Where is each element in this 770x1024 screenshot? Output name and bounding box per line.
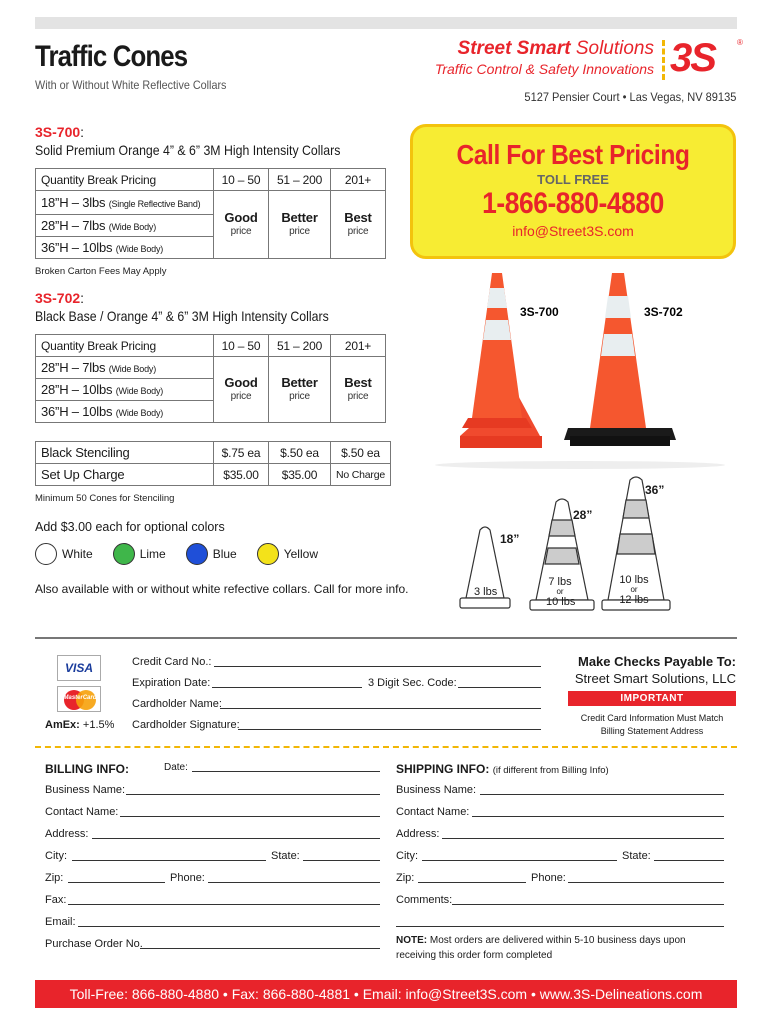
tier-good: Good price xyxy=(214,357,269,423)
section-dashed-divider xyxy=(35,746,737,748)
shipping-heading: SHIPPING INFO: (if different from Billing Info) xyxy=(396,762,609,776)
company-logo xyxy=(404,38,744,86)
tier-best: Best price xyxy=(331,357,386,423)
footer-contact-bar: Toll-Free: 866-880-4880 • Fax: 866-880-4881 • Email: info@Street3S.com • www.3S-Delineations.com xyxy=(35,980,737,1008)
important-badge: IMPORTANT xyxy=(568,691,736,706)
product-desc-700: Solid Premium Orange 4” & 6” 3M High Intensity Collars xyxy=(35,142,341,158)
stencil-minimum-note: Minimum 50 Cones for Stenciling xyxy=(35,493,175,504)
important-note-2: Billing Statement Address xyxy=(600,726,704,736)
weight-18-label: 3 lbs xyxy=(474,586,498,598)
tier-best: Best price xyxy=(331,191,386,259)
table-row: 36”H – 10lbs (Wide Body) xyxy=(36,401,214,423)
callout-title: Call For Best Pricing xyxy=(456,139,690,170)
height-36-label: 36” xyxy=(645,483,665,497)
purchase-order-field[interactable] xyxy=(140,948,380,949)
tier-better: Better price xyxy=(269,191,331,259)
setup-price: $35.00 xyxy=(214,464,269,486)
brand-name-bold: Street Smart xyxy=(457,38,571,59)
height-28-label: 28” xyxy=(573,508,593,522)
billing-email-field[interactable] xyxy=(78,926,380,927)
mastercard-icon: MasterCard xyxy=(57,686,101,712)
cone-700-label: 3S-700 xyxy=(520,305,559,319)
shipping-phone-field[interactable] xyxy=(568,882,724,883)
billing-address-field[interactable] xyxy=(92,838,380,839)
page-title: Traffic Cones xyxy=(35,40,188,73)
shipping-phone-label: Phone: xyxy=(531,872,566,884)
billing-contact-label: Contact Name: xyxy=(45,806,119,818)
billing-business-label: Business Name: xyxy=(45,784,126,796)
billing-heading: BILLING INFO: xyxy=(45,762,129,776)
registered-mark: ® xyxy=(737,38,743,47)
color-options xyxy=(35,543,338,565)
availability-note: Also available with or without white refective collars. Call for more info. xyxy=(35,582,409,596)
stencil-label: Black Stenciling xyxy=(36,442,214,464)
weight-28-label: 7 lbs or 10 lbs xyxy=(546,576,576,608)
table-header: Quantity Break Pricing xyxy=(36,335,214,357)
table-header: 201+ xyxy=(331,335,386,357)
setup-price: No Charge xyxy=(331,464,391,486)
product-code-700: 3S-700: xyxy=(35,124,85,140)
table-row: 28”H – 7lbs (Wide Body) xyxy=(36,357,214,379)
billing-contact-field[interactable] xyxy=(120,816,380,817)
tier-better: Better price xyxy=(269,357,331,423)
security-code-field[interactable] xyxy=(458,687,541,688)
page-subtitle: With or Without White Reflective Collars xyxy=(35,78,227,92)
stencil-price: $.50 ea xyxy=(331,442,391,464)
billing-address-label: Address: xyxy=(45,828,89,840)
shipping-state-field[interactable] xyxy=(654,860,724,861)
cone-702-label: 3S-702 xyxy=(644,305,683,319)
billing-city-field[interactable] xyxy=(72,860,266,861)
color-swatch-lime[interactable] xyxy=(113,543,135,565)
color-label: Blue xyxy=(212,547,237,561)
table-row: 28”H – 10lbs (Wide Body) xyxy=(36,379,214,401)
shipping-state-label: State: xyxy=(622,850,651,862)
color-swatch-white[interactable] xyxy=(35,543,57,565)
billing-state-field[interactable] xyxy=(303,860,380,861)
date-label: Date: xyxy=(164,762,188,773)
date-field[interactable] xyxy=(192,771,380,772)
shipping-contact-label: Contact Name: xyxy=(396,806,470,818)
color-label: Lime xyxy=(139,547,166,561)
checks-payable-heading: Make Checks Payable To: xyxy=(578,654,736,669)
table-row: 18”H – 3lbs (Single Reflective Band) xyxy=(36,191,214,215)
expiration-label: Expiration Date: xyxy=(132,677,211,689)
table-header: 51 – 200 xyxy=(269,335,331,357)
logo-mark: 3S xyxy=(670,36,715,80)
top-gray-bar xyxy=(35,17,737,29)
checks-payee: Street Smart Solutions, LLC xyxy=(574,671,736,686)
billing-zip-field[interactable] xyxy=(68,882,165,883)
purchase-order-label: Purchase Order No. xyxy=(45,938,143,950)
color-swatch-yellow[interactable] xyxy=(257,543,279,565)
amex-fee: AmEx: +1.5% xyxy=(45,719,115,731)
billing-zip-label: Zip: xyxy=(45,872,64,884)
shipping-city-field[interactable] xyxy=(422,860,617,861)
billing-phone-field[interactable] xyxy=(208,882,380,883)
comments-field-2[interactable] xyxy=(396,926,724,927)
card-number-label: Credit Card No.: xyxy=(132,656,212,668)
billing-state-label: State: xyxy=(271,850,300,862)
shipping-business-label: Business Name: xyxy=(396,784,477,796)
table-header: 10 – 50 xyxy=(214,335,269,357)
comments-field-1[interactable] xyxy=(452,904,724,905)
comments-label: Comments: xyxy=(396,894,453,906)
expiration-field[interactable] xyxy=(212,687,362,688)
cone-700-image xyxy=(460,273,542,448)
table-header: 201+ xyxy=(331,169,386,191)
table-row: 28”H – 7lbs (Wide Body) xyxy=(36,215,214,237)
shipping-contact-field[interactable] xyxy=(472,816,724,817)
security-code-label: 3 Digit Sec. Code: xyxy=(368,677,457,689)
brand-tagline: Traffic Control & Safety Innovations xyxy=(434,61,654,77)
card-number-field[interactable] xyxy=(214,666,541,667)
cardholder-signature-field[interactable] xyxy=(238,729,541,730)
delivery-note-2: receiving this order form completed xyxy=(396,950,553,961)
setup-price: $35.00 xyxy=(269,464,331,486)
table-row: 36”H – 10lbs (Wide Body) xyxy=(36,237,214,259)
cardholder-signature-label: Cardholder Signature: xyxy=(132,719,240,731)
table-header: 51 – 200 xyxy=(269,169,331,191)
broken-carton-note: Broken Carton Fees May Apply xyxy=(35,266,167,277)
pricing-callout xyxy=(410,124,736,259)
stencil-price: $.75 ea xyxy=(214,442,269,464)
pricing-table-700 xyxy=(35,168,386,259)
table-header: Quantity Break Pricing xyxy=(36,169,214,191)
height-18-label: 18” xyxy=(500,532,520,546)
cardholder-name-label: Cardholder Name: xyxy=(132,698,222,710)
color-label: White xyxy=(62,547,93,561)
shipping-business-field[interactable] xyxy=(480,794,724,795)
weight-36-label: 10 lbs or 12 lbs xyxy=(619,574,649,606)
billing-phone-label: Phone: xyxy=(170,872,205,884)
shipping-zip-field[interactable] xyxy=(418,882,526,883)
cone-702-image xyxy=(564,273,676,446)
stenciling-table xyxy=(35,441,391,486)
stencil-price: $.50 ea xyxy=(269,442,331,464)
product-code-702: 3S-702: xyxy=(35,290,85,306)
shipping-address-field[interactable] xyxy=(442,838,724,839)
toll-free-label: TOLL FREE xyxy=(537,172,609,187)
company-address: 5127 Pensier Court • Las Vegas, NV 89135 xyxy=(524,90,736,104)
color-label: Yellow xyxy=(283,547,318,561)
tier-good: Good price xyxy=(214,191,269,259)
visa-icon: VISA xyxy=(57,655,101,681)
color-swatch-blue[interactable] xyxy=(186,543,208,565)
important-note-1: Credit Card Information Must Match xyxy=(580,713,724,723)
logo-divider xyxy=(662,40,665,80)
cone-photos xyxy=(440,268,730,453)
setup-label: Set Up Charge xyxy=(36,464,214,486)
shipping-zip-label: Zip: xyxy=(396,872,415,884)
section-divider xyxy=(35,637,737,639)
brand-name-light: Solutions xyxy=(570,38,654,59)
delivery-note: NOTE: Most orders are delivered within 5-10 business days upon xyxy=(396,935,686,946)
billing-fax-field[interactable] xyxy=(68,904,380,905)
billing-fax-label: Fax: xyxy=(45,894,67,906)
table-header: 10 – 50 xyxy=(214,169,269,191)
billing-city-label: City: xyxy=(45,850,67,862)
shipping-address-label: Address: xyxy=(396,828,440,840)
cardholder-name-field[interactable] xyxy=(220,708,541,709)
product-desc-702: Black Base / Orange 4” & 6” 3M High Intensity Collars xyxy=(35,308,329,324)
phone-number[interactable]: 1-866-880-4880 xyxy=(482,187,664,220)
shipping-city-label: City: xyxy=(396,850,418,862)
email-link[interactable]: info@Street3S.com xyxy=(512,223,634,239)
billing-business-field[interactable] xyxy=(126,794,380,795)
pricing-table-702 xyxy=(35,334,386,423)
optional-colors-heading: Add $3.00 each for optional colors xyxy=(35,520,225,534)
billing-email-label: Email: xyxy=(45,916,76,928)
